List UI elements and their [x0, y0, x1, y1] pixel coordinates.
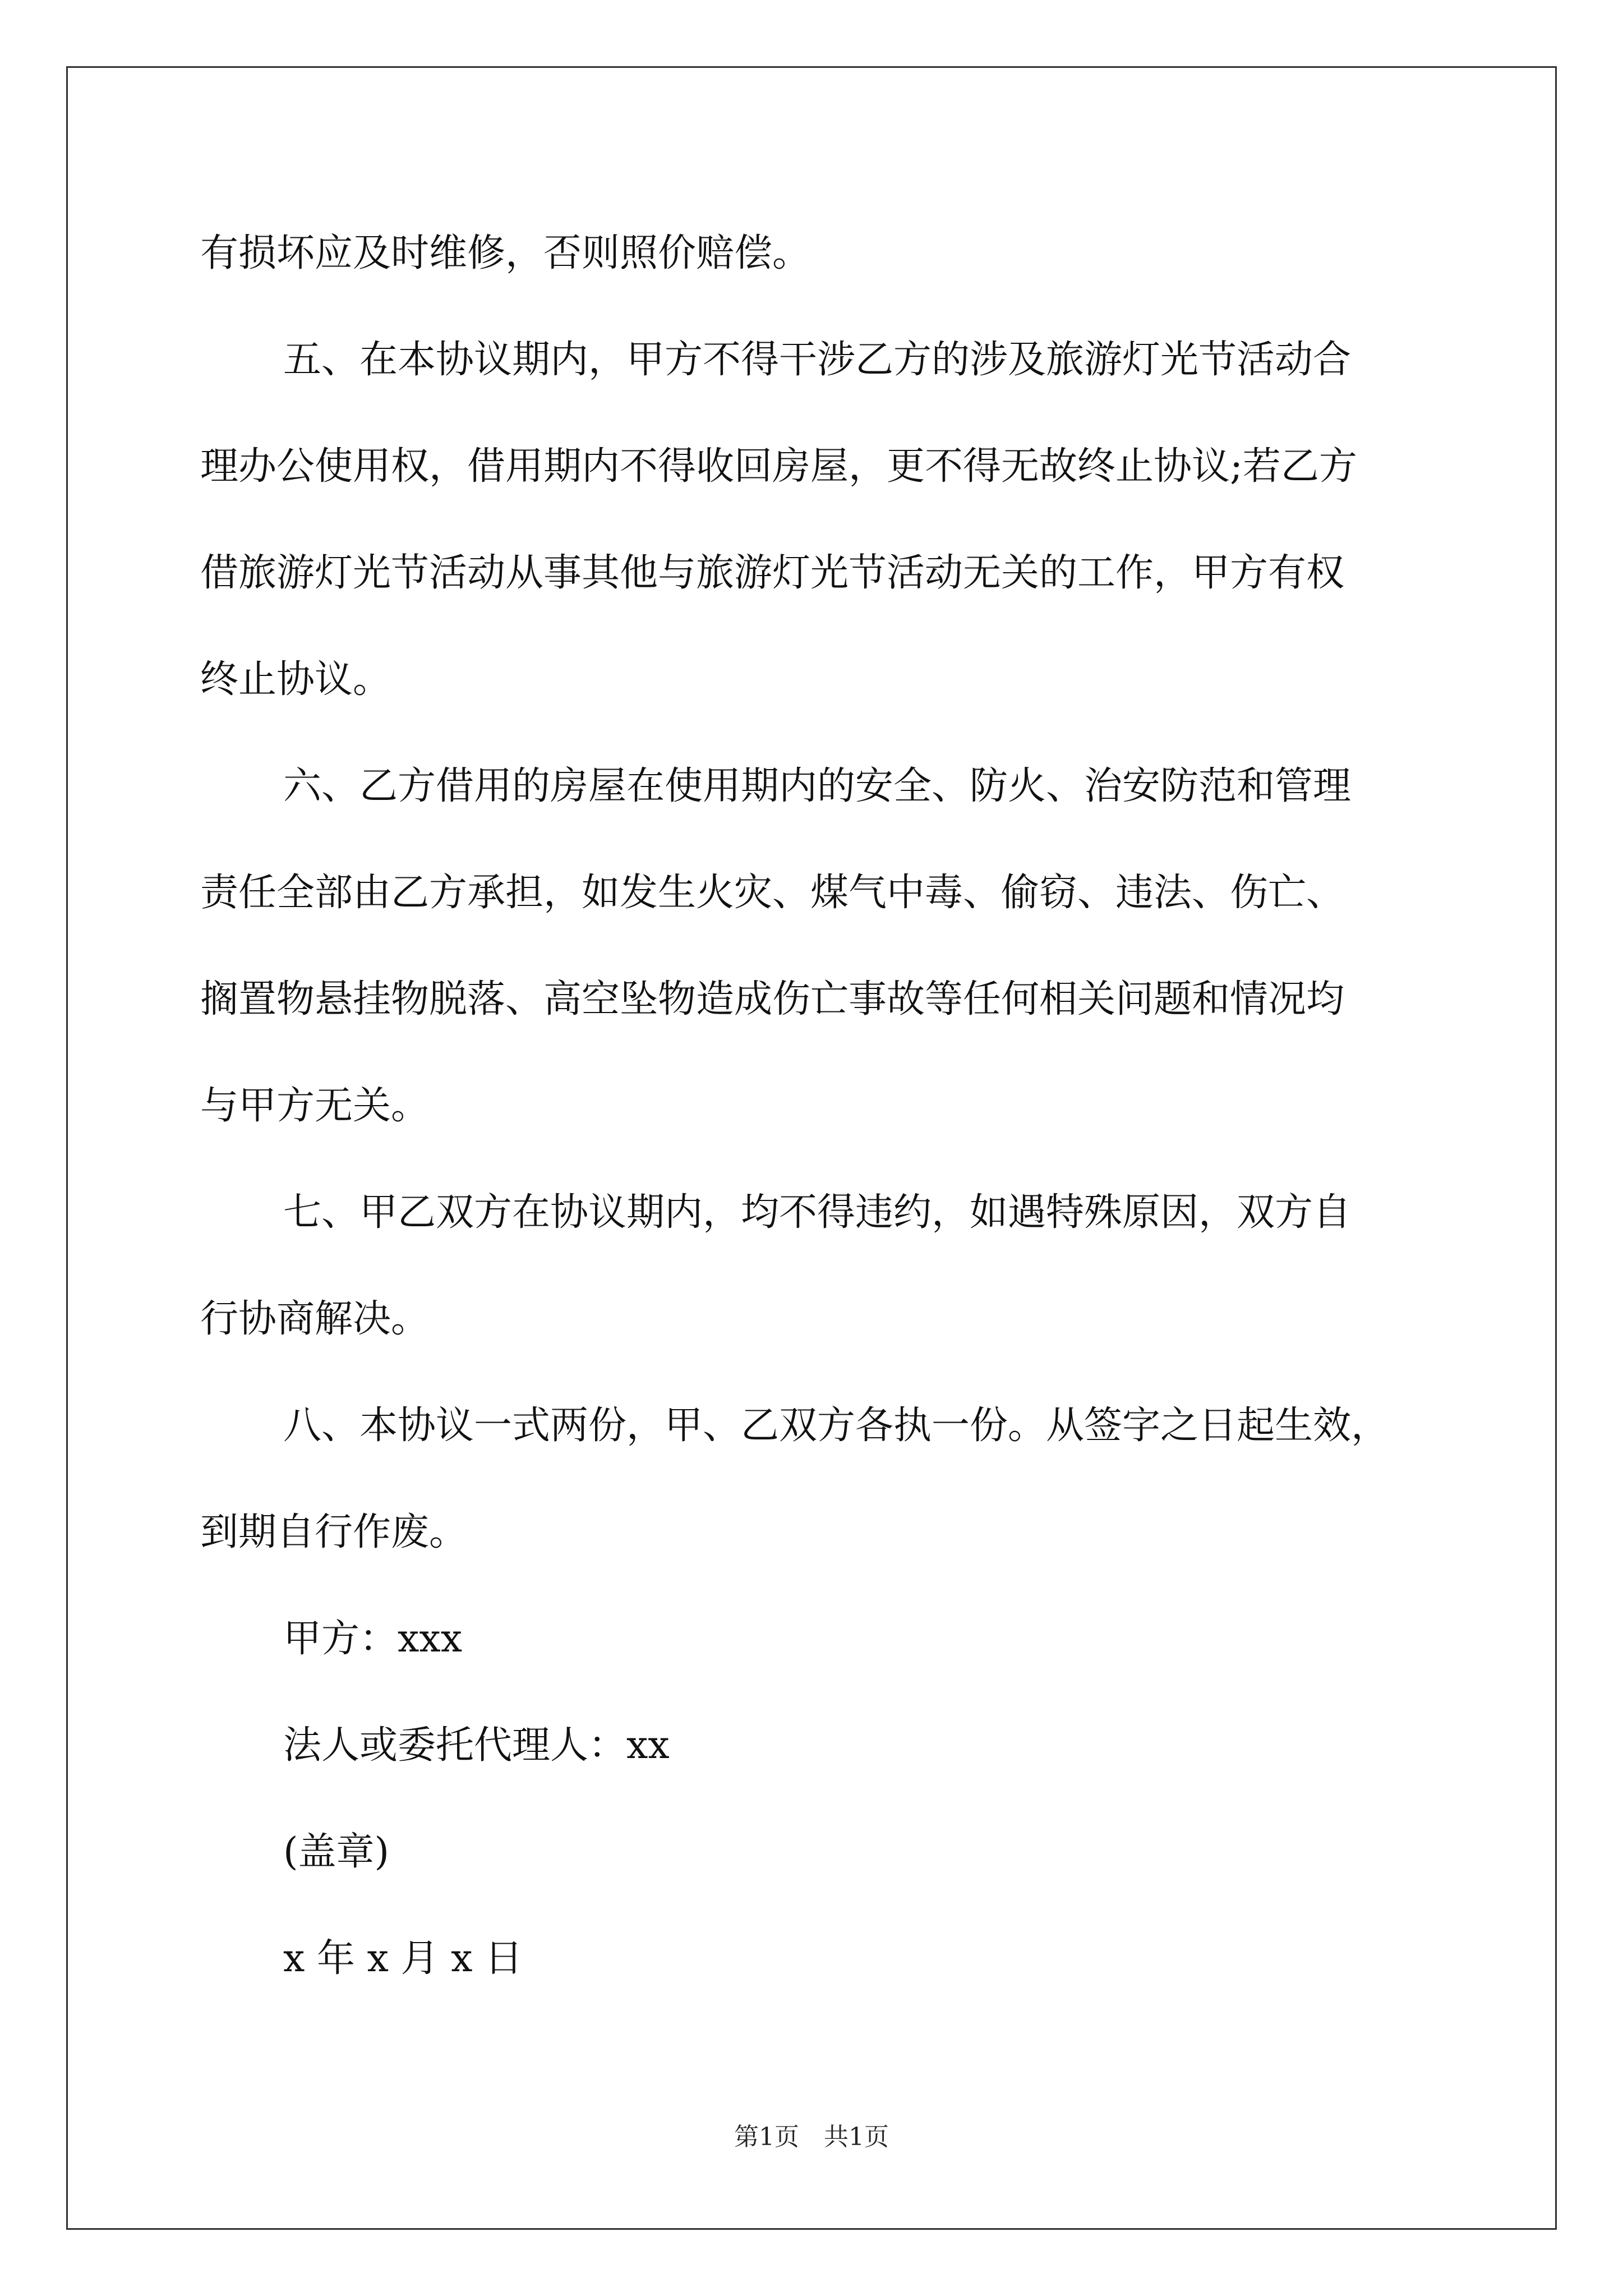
- paragraph-line: 责任全部由乙方承担，如发生火灾、煤气中毒、偷窃、违法、伤亡、: [200, 871, 1345, 915]
- paragraph-line: 六、乙方借用的房屋在使用期内的安全、防火、治安防范和管理: [283, 764, 1352, 808]
- paragraph-line: 七、甲乙双方在协议期内，均不得违约，如遇特殊原因，双方自: [283, 1190, 1352, 1235]
- paragraph-line: 借旅游灯光节活动从事其他与旅游灯光节活动无关的工作，甲方有权: [200, 551, 1345, 595]
- date-line: x 年 x 月 x 日: [283, 1936, 523, 1981]
- seal-line: (盖章): [283, 1830, 390, 1874]
- representative-line: 法人或委托代理人：xx: [283, 1723, 670, 1768]
- party-a-line: 甲方：xxx: [283, 1617, 463, 1661]
- paragraph-line: 与甲方无关。: [200, 1084, 430, 1128]
- page-border: [66, 66, 1557, 2230]
- paragraph-line: 行协商解决。: [200, 1297, 430, 1341]
- paragraph-line: 五、在本协议期内，甲方不得干涉乙方的涉及旅游灯光节活动合: [283, 338, 1352, 382]
- paragraph-line: 到期自行作废。: [200, 1510, 468, 1554]
- paragraph-line: 搁置物悬挂物脱落、高空坠物造成伤亡事故等任何相关问题和情况均: [200, 977, 1345, 1022]
- paragraph-line: 终止协议。: [200, 657, 391, 702]
- paragraph-line: 理办公使用权，借用期内不得收回房屋，更不得无故终止协议;若乙方: [200, 444, 1357, 489]
- paragraph-line: 八、本协议一式两份，甲、乙双方各执一份。从签字之日起生效，: [283, 1404, 1390, 1448]
- paragraph-line: 有损坏应及时维修，否则照价赔偿。: [200, 231, 811, 275]
- page-footer: 第1页 共1页: [734, 2123, 889, 2151]
